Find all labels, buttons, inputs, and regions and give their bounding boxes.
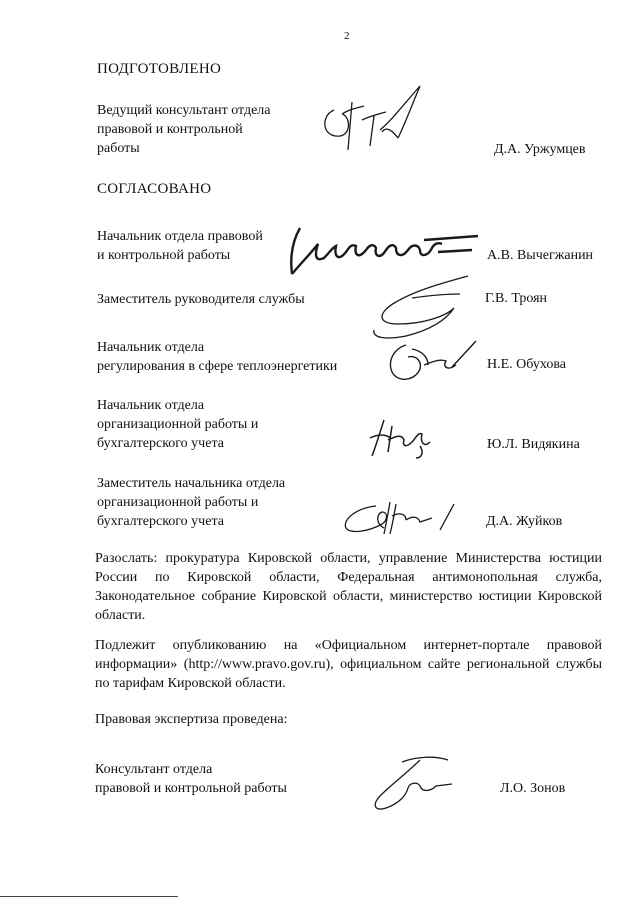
prepared-role-line: Ведущий консультант отдела	[97, 103, 271, 118]
signer-role-line: организационной работы и	[97, 495, 259, 510]
agreed-heading: СОГЛАСОВАНО	[97, 181, 212, 197]
expertise-role-line: Консультант отдела	[95, 762, 213, 777]
signer-role-line: бухгалтерского учета	[97, 436, 224, 451]
signer-role	[97, 290, 305, 309]
expertise-name: Л.О. Зонов	[500, 781, 566, 796]
signer-name: Д.А. Жуйков	[486, 514, 563, 529]
signer-role-line: организационной работы и	[97, 417, 259, 432]
signer-role	[97, 396, 258, 453]
signer-role-line: Начальник отдела	[97, 340, 205, 355]
signature-zonov	[362, 752, 462, 816]
expertise-heading: Правовая экспертиза проведена:	[95, 712, 288, 727]
signer-name: Ю.Л. Видякина	[487, 437, 580, 452]
expertise-role	[95, 760, 287, 798]
signature-zhuikov	[336, 494, 476, 539]
signer-role-line: Начальник отдела	[97, 398, 205, 413]
signer-role	[97, 338, 337, 376]
signer-name: Н.Е. Обухова	[487, 357, 566, 372]
signer-role-line: Начальник отдела правовой	[97, 229, 263, 244]
signer-name: А.В. Вычегжанин	[487, 248, 594, 263]
signature-vidyakina	[364, 412, 444, 462]
prepared-role-line: правовой и контрольной	[97, 122, 243, 137]
prepared-role-line: работы	[97, 141, 140, 156]
signer-role-line: регулирования в сфере теплоэнергетики	[97, 359, 338, 374]
prepared-heading: ПОДГОТОВЛЕНО	[97, 61, 222, 77]
prepared-role	[97, 101, 271, 158]
publication-paragraph: Подлежит опубликованию на «Официальном интернет-портале правовой информации» (http://www.pravo.gov.ru), официальном сайте региональной службы по тарифам Кировской области.	[95, 638, 602, 691]
signer-name: Г.В. Троян	[485, 291, 548, 306]
distribution-paragraph: Разослать: прокуратура Кировской области, управление Министерства юстиции России по Кировской области, Федеральная антимонопольная служба, Законодательное собрание Кировской области, министерство юстиции Кировской области.	[95, 551, 602, 623]
signer-role-line: Заместитель руководителя службы	[97, 292, 305, 307]
signer-role	[97, 474, 285, 531]
page-number: 2	[344, 30, 350, 42]
signer-role-line: и контрольной работы	[97, 248, 231, 263]
prepared-name: Д.А. Уржумцев	[494, 142, 586, 157]
signer-role-line: Заместитель начальника отдела	[97, 476, 286, 491]
expertise-role-line: правовой и контрольной работы	[95, 781, 287, 796]
signer-role-line: бухгалтерского учета	[97, 514, 224, 529]
signature-obukhova	[382, 335, 482, 385]
signer-role	[97, 227, 263, 265]
footer-divider	[0, 896, 178, 897]
signature-urzhumtsev	[312, 80, 432, 160]
